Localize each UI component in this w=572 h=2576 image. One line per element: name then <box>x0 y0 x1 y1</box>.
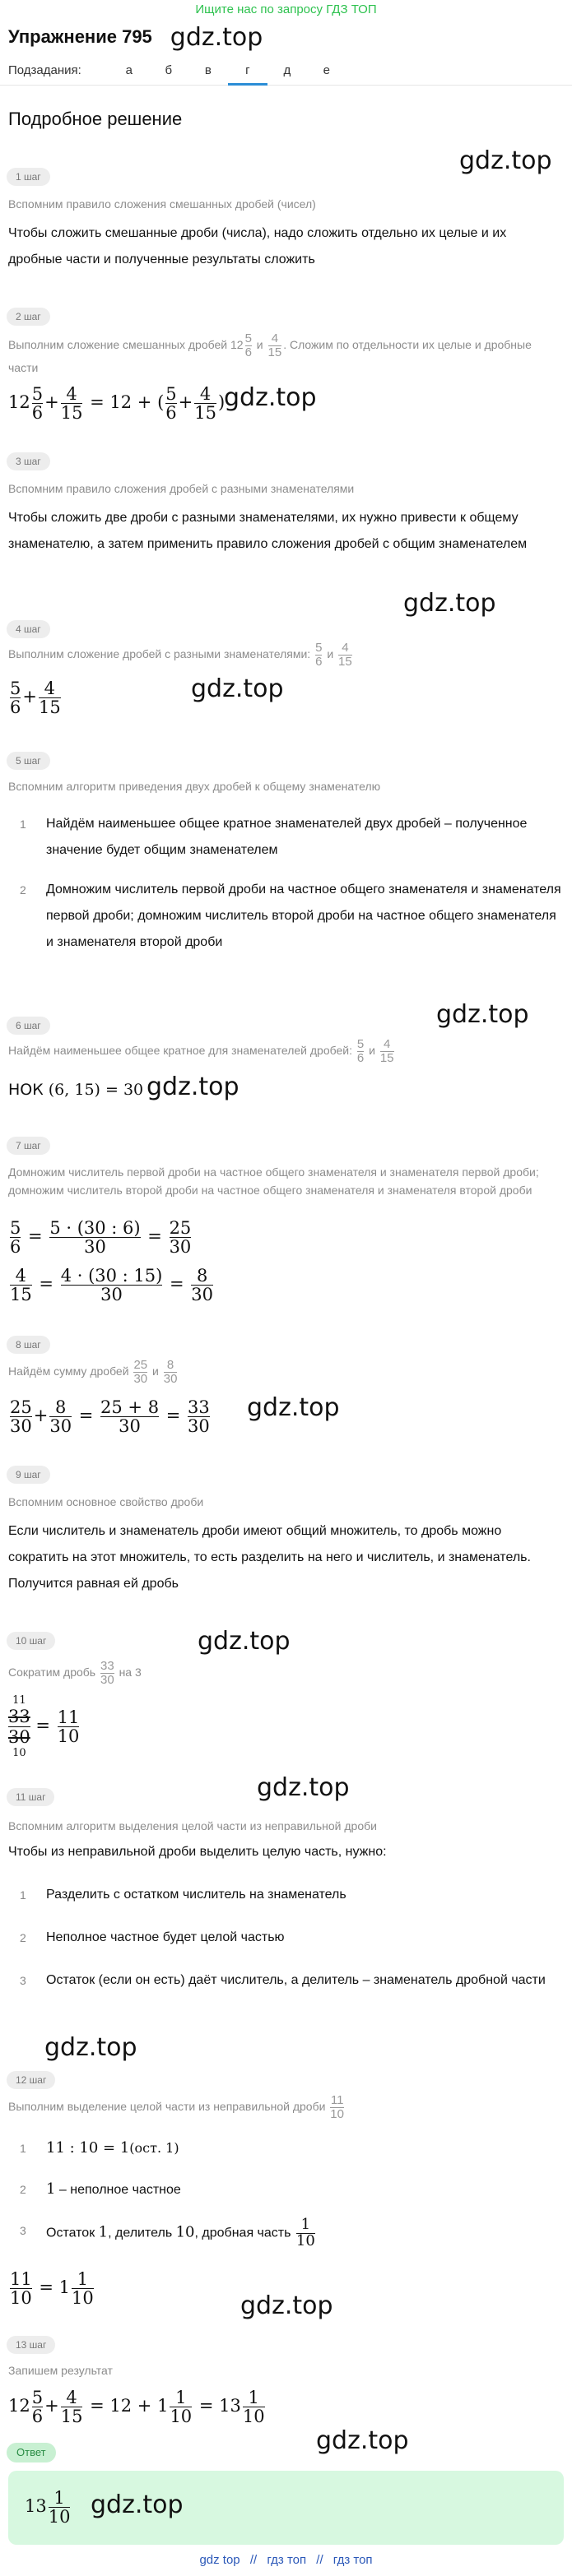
watermark: gdz.top <box>403 589 496 618</box>
step-badge: 8 шаг <box>7 1336 50 1354</box>
math-expression: 12 $\frac{5}{6}$ + $\frac{4}{15}$ = 12 + 1 $\frac{1}{10}$ = 13 $\frac{1}{10}$ <box>8 2388 265 2427</box>
tab-a[interactable]: а <box>125 63 133 77</box>
math-expression: $\frac{4}{15}$ = $\frac{4 \cdot (30 : 15)}{30}$ = $\frac{8}{30}$ <box>10 1266 214 1305</box>
step-hint: Вспомним основное свойство дроби <box>8 1495 204 1508</box>
tab-b[interactable]: б <box>165 63 173 77</box>
step-hint: Запишем результат <box>8 2364 113 2377</box>
watermark: gdz.top <box>91 2490 184 2519</box>
list-item: 3 Остаток 1, делитель 10, дробная часть $\frac{1}{10}$ <box>20 2216 315 2249</box>
list-item: 1 Найдём наименьшее общее кратное знаменателей двух дробей – полученное значение будет общим знаменателем <box>20 817 528 857</box>
step-hint: Выполним сложение смешанных дробей 12 $\frac{5}{6}$ и $\frac{4}{15}$ . Сложим по отдельности их целые и дробные части <box>8 331 532 374</box>
step-badge: 10 шаг <box>7 1632 55 1650</box>
math-expression: $\frac{25}{30}$ + $\frac{8}{30}$ = $\frac{25 + 8}{30}$ = $\frac{33}{30}$ <box>10 1397 210 1437</box>
step-text: Если числитель и знаменатель дроби имеют общий множитель, то дробь можно сократить на этот множитель, то есть разделить на него и числитель, и знаменатель. Получится равная ей дробь <box>8 1524 531 1591</box>
answer-badge: Ответ <box>7 2443 56 2462</box>
step-hint: Вспомним правило сложения смешанных дробей (чисел) <box>8 197 316 211</box>
watermark: gdz.top <box>257 1773 350 1802</box>
subtasks-label: Подзадания: <box>8 63 81 77</box>
section-title: Подробное решение <box>8 109 183 129</box>
answer-box <box>8 2471 564 2545</box>
step-hint: Выполним сложение дробей с разными знаменателями: $\frac{5}{6}$ и $\frac{4}{15}$ <box>8 641 352 669</box>
watermark: gdz.top <box>224 383 317 412</box>
tab-e[interactable]: е <box>323 63 330 77</box>
step-hint: Домножим числитель первой дроби на частное общего знаменателя и знаменателя первой дроби; домножим числитель второй дроби на частное общего знаменателя и знаменателя второй дроби <box>8 1165 539 1197</box>
tab-v[interactable]: в <box>204 63 212 77</box>
step-hint: Выполним выделение целой части из неправильной дроби $\frac{11}{10}$ <box>8 2093 344 2121</box>
watermark: gdz.top <box>198 1627 291 1656</box>
step-badge: 3 шаг <box>7 452 50 470</box>
step-hint: Вспомним алгоритм выделения целой части из неправильной дроби <box>8 1819 377 1832</box>
step-text: Чтобы из неправильной дроби выделить целую часть, нужно: <box>8 1845 387 1859</box>
math-expression: $\frac{11}{10}$ = 1 $\frac{1}{10}$ <box>10 2269 94 2309</box>
footer-link[interactable]: гдз топ <box>267 2553 307 2567</box>
footer-links <box>0 2553 572 2567</box>
watermark: gdz.top <box>191 674 284 703</box>
watermark: gdz.top <box>44 2033 137 2062</box>
step-hint: Вспомним правило сложения дробей с разными знаменателями <box>8 482 355 495</box>
list-item: 2 Неполное частное будет целой частью <box>20 1930 285 1944</box>
list-item: 1 11 : 10 = 1(ост. 1) <box>20 2139 179 2157</box>
watermark: gdz.top <box>247 1393 340 1422</box>
step-badge: 6 шаг <box>7 1017 50 1035</box>
step-badge: 1 шаг <box>7 168 50 186</box>
tab-d[interactable]: д <box>283 63 291 77</box>
math-expression: НОК (6, 15) = 30 <box>8 1081 144 1099</box>
step-badge: 4 шаг <box>7 620 50 638</box>
step-badge: 12 шаг <box>7 2071 55 2089</box>
step-badge: 5 шаг <box>7 752 50 770</box>
list-item: 1 Разделить с остатком числитель на знаменатель <box>20 1888 346 1902</box>
step-badge: 7 шаг <box>7 1137 50 1155</box>
step-badge: 2 шаг <box>7 308 50 326</box>
step-hint: Сократим дробь $\frac{33}{30}$ на 3 <box>8 1659 142 1687</box>
watermark: gdz.top <box>436 1000 529 1029</box>
math-expression: $\frac{5}{6}$ + $\frac{4}{15}$ <box>10 679 61 718</box>
step-badge: 11 шаг <box>7 1788 54 1806</box>
step-hint: Вспомним алгоритм приведения двух дробей к общему знаменателю <box>8 780 381 793</box>
math-expression: 11 33 30 10 = $\frac{11}{10}$ <box>8 1694 80 1759</box>
watermark: gdz.top <box>459 146 552 175</box>
footer-separator: // <box>249 2553 258 2567</box>
step-text: Чтобы сложить две дроби с разными знаменателями, их нужно привести к общему знаменателю, а затем применить правило сложения дробей с общим знаменателем <box>8 511 528 551</box>
page-title: Упражнение 795 <box>8 26 152 47</box>
list-item: 2 Домножим числитель первой дроби на частное общего знаменателя и знаменателя первой дроби; домножим числитель второй дроби на частное общего знаменателя и знаменателя второй дроби <box>20 883 561 949</box>
subtasks-nav <box>0 56 572 86</box>
footer-link[interactable]: гдз топ <box>333 2553 373 2567</box>
math-expression: $\frac{5}{6}$ = $\frac{5 \cdot (30 : 6)}{30}$ = $\frac{25}{30}$ <box>10 1218 192 1258</box>
list-item: 2 1 – неполное частное <box>20 2180 181 2198</box>
step-hint: Найдём сумму дробей $\frac{25}{30}$ и $\frac{8}{30}$ <box>8 1358 178 1386</box>
watermark: gdz.top <box>170 22 263 52</box>
watermark: gdz.top <box>146 1073 239 1101</box>
watermark: gdz.top <box>316 2426 409 2455</box>
top-banner[interactable]: Ищите нас по запросу ГДЗ ТОП <box>195 2 377 16</box>
footer-separator: // <box>316 2553 323 2567</box>
answer-value: 13 $\frac{1}{10}$ <box>25 2488 71 2527</box>
header <box>0 18 572 56</box>
footer-link[interactable]: gdz top <box>199 2553 240 2567</box>
watermark: gdz.top <box>240 2291 333 2320</box>
list-item: 3 Остаток (если он есть) даёт числитель, а делитель – знаменатель дробной части <box>20 1973 546 1987</box>
step-badge: 9 шаг <box>7 1466 50 1484</box>
step-text: Чтобы сложить смешанные дроби (числа), надо сложить отдельно их целые и их дробные части и полученные результаты сложить <box>8 226 507 266</box>
step-badge: 13 шаг <box>7 2336 55 2354</box>
step-hint: Найдём наименьшее общее кратное для знаменателей дробей: $\frac{5}{6}$ и $\frac{4}{15}$ <box>8 1037 394 1065</box>
tab-g[interactable]: г <box>228 56 267 86</box>
math-expression: 12 $\frac{5}{6}$ + $\frac{4}{15}$ = 12 + ( $\frac{5}{6}$ + $\frac{4}{15}$ ) <box>8 384 226 424</box>
